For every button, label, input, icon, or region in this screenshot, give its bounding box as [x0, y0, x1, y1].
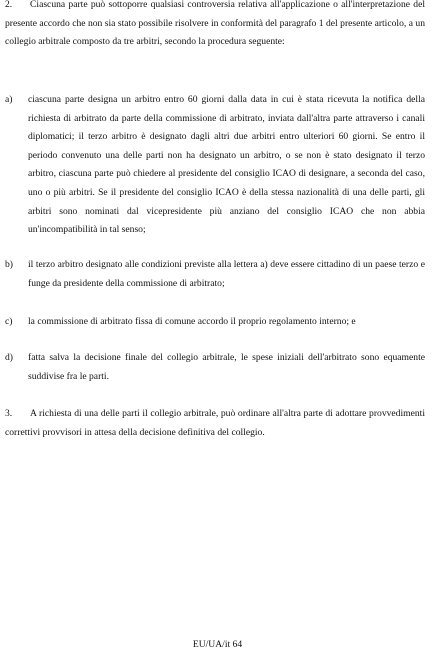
list-item-text: ciascuna parte designa un arbitro entro 60 giorni dalla data in cui è stata ricevuta la notifica della richiesta di arbitrato da parte della commissione di arbitrato, inviata dall'altra parte attraverso i canali diplomatici; il terzo arbitro è designato dagli altri due arbitri entro ulteriori 60 giorni. Se entro il periodo convenuto una delle parti non ha designato un arbitro, o se non è stato designato il terzo arbitro, ciascuna parte può chiedere al presidente del consiglio ICAO di designare, a seconda del caso, uno o più arbitri. Se il presidente del consiglio ICAO è della stessa nazionalità di una delle parti, gli arbitri sono nominati dal vicepresidente più anziano del consiglio ICAO che non abbia un'incompatibilità in tal senso; — [28, 94, 425, 236]
page-footer-reference: EU/UA/it 64 — [192, 639, 243, 650]
paragraph-text: Ciascuna parte può sottoporre qualsiasi controversia relativa all'applicazione o all'interpretazione del presente accordo che non sia stato possibile risolvere in conformità del paragrafo 1 del presente articolo, a un collegio arbitrale composto da tre arbitri, secondo la procedura seguente: — [5, 0, 425, 48]
paragraph-3 — [5, 405, 425, 442]
paragraph-number: 3. — [5, 408, 13, 419]
list-marker: b) — [5, 259, 13, 270]
paragraph-number: 2. — [5, 0, 13, 10]
list-item-d — [5, 349, 425, 386]
list-item-b — [5, 256, 425, 293]
list-marker: a) — [5, 94, 13, 105]
list-item-text: fatta salva la decisione finale del collegio arbitrale, le spese iniziali dell'arbitrato sono equamente suddivise fra le parti. — [28, 352, 425, 382]
list-item-c — [5, 313, 425, 332]
list-item-a — [5, 91, 425, 240]
list-marker: d) — [5, 352, 13, 363]
list-item-text: la commissione di arbitrato fissa di comune accordo il proprio regolamento interno; e — [28, 316, 356, 327]
paragraph-2 — [5, 0, 425, 52]
paragraph-text: A richiesta di una delle parti il collegio arbitrale, può ordinare all'altra parte di adottare provvedimenti correttivi provvisori in attesa della decisione definitiva del collegio. — [5, 408, 425, 438]
list-marker: c) — [5, 316, 13, 327]
list-item-text: il terzo arbitro designato alle condizioni previste alla lettera a) deve essere cittadino di un paese terzo e funge da presidente della commissione di arbitrato; — [28, 259, 425, 289]
